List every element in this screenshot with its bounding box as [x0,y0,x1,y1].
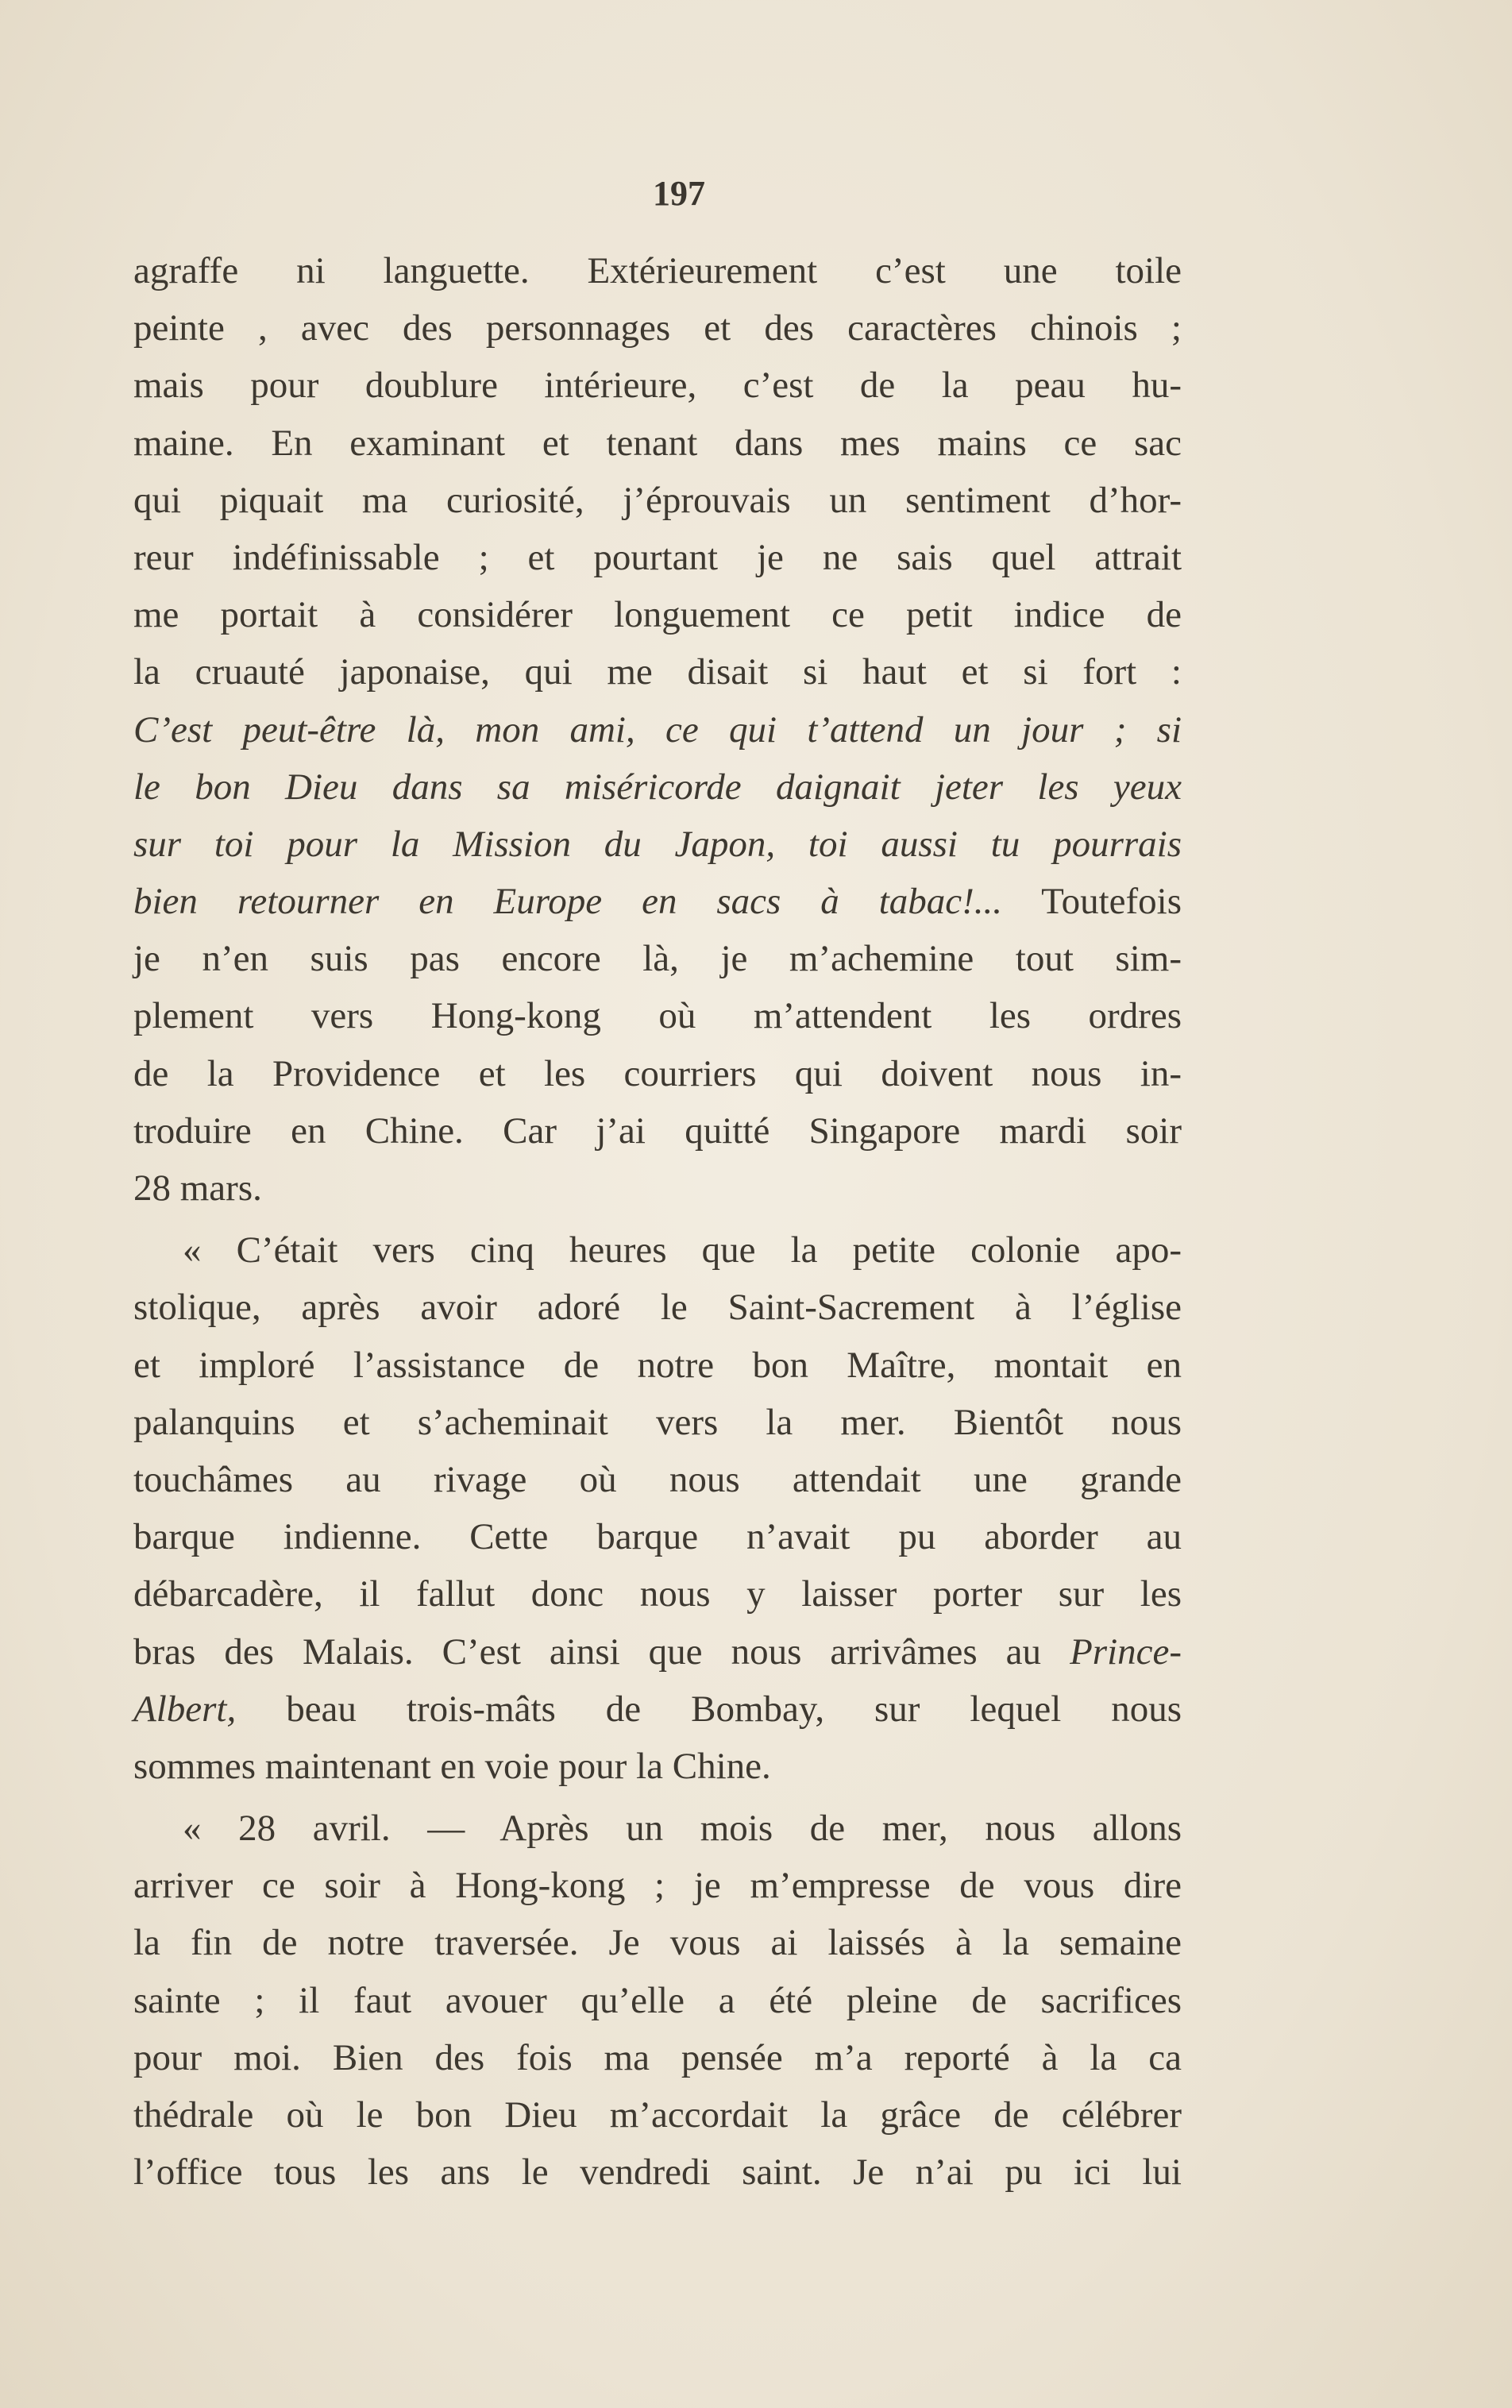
italic-text-line: C’est peut-être là, mon ami, ce qui t’attend un jour ; si [133,708,1182,751]
italic-segment: bien retourner en Europe en sacs à tabac!... [133,881,1003,923]
text-line: pour moi. Bien des fois ma pensée m’a reporté à la ca [133,2036,1182,2078]
text-line: la cruauté japonaise, qui me disait si haut et si fort : [133,651,1182,693]
paragraph-start-line: « 28 avril. — Après un mois de mer, nous allons [183,1808,1182,1850]
text-line: stolique, après avoir adoré le Saint-Sacrement à l’église [133,1287,1182,1329]
text-line: reur indéfinissable ; et pourtant je ne sais quel attrait [133,536,1182,578]
roman-segment: Toutefois [1041,881,1182,923]
text-line: agraffe ni languette. Extérieurement c’est une toile [133,250,1182,291]
text-line: plement vers Hong-kong où m’attendent les ordres [133,995,1182,1037]
text-line: la fin de notre traversée. Je vous ai laissés à la semaine [133,1922,1182,1964]
italic-segment: Prince- [1070,1630,1182,1673]
italic-segment: Albert, [133,1688,237,1730]
text-line: peinte , avec des personnages et des caractères chinois ; [133,307,1182,349]
text-line: maine. En examinant et tenant dans mes mains ce sac [133,422,1182,464]
mixed-text-line [133,1681,1182,1738]
text-line: me portait à considérer longuement ce petit indice de [133,594,1182,636]
paragraph-start-line: « C’était vers cinq heures que la petite colonie apo- [183,1229,1182,1272]
text-line: troduire en Chine. Car j’ai quitté Singapore mardi soir [133,1109,1182,1152]
text-line: mais pour doublure intérieure, c’est de la peau hu- [133,365,1182,407]
page-number: 197 [653,174,705,213]
text-line: de la Providence et les courriers qui doivent nous in- [133,1052,1182,1094]
text-line: palanquins et s’acheminait vers la mer. Bientôt nous [133,1401,1182,1443]
italic-text-line: sur toi pour la Mission du Japon, toi aussi tu pourrais [133,823,1182,865]
mixed-text-line [133,1623,1182,1681]
text-line: thédrale où le bon Dieu m’accordait la grâce de célébrer [133,2094,1182,2136]
mixed-text-line [133,873,1182,930]
body-text [133,242,1182,2201]
text-line: arriver ce soir à Hong-kong ; je m’empresse de vous dire [133,1865,1182,1907]
text-line: débarcadère, il fallut donc nous y laisser porter sur les [133,1573,1182,1615]
text-line: je n’en suis pas encore là, je m’achemine tout sim- [133,938,1182,980]
italic-text-line: le bon Dieu dans sa miséricorde daignait jeter les yeux [133,766,1182,808]
text-line: touchâmes au rivage où nous attendait une grande [133,1458,1182,1500]
text-line: et imploré l’assistance de notre bon Maître, montait en [133,1344,1182,1386]
paragraph-end-line: sommes maintenant en voie pour la Chine. [133,1745,771,1787]
text-line: l’office tous les ans le vendredi saint. Je n’ai pu ici lui [133,2151,1182,2194]
text-line: barque indienne. Cette barque n’avait pu aborder au [133,1516,1182,1558]
roman-segment: beau trois-mâts de Bombay, sur lequel nous [286,1688,1182,1730]
text-line: qui piquait ma curiosité, j’éprouvais un sentiment d’hor- [133,479,1182,521]
paragraph-end-line: 28 mars. [133,1167,262,1209]
text-line: sainte ; il faut avouer qu’elle a été pleine de sacrifices [133,1979,1182,2021]
roman-segment: bras des Malais. C’est ainsi que nous arrivâmes au [133,1630,1042,1673]
